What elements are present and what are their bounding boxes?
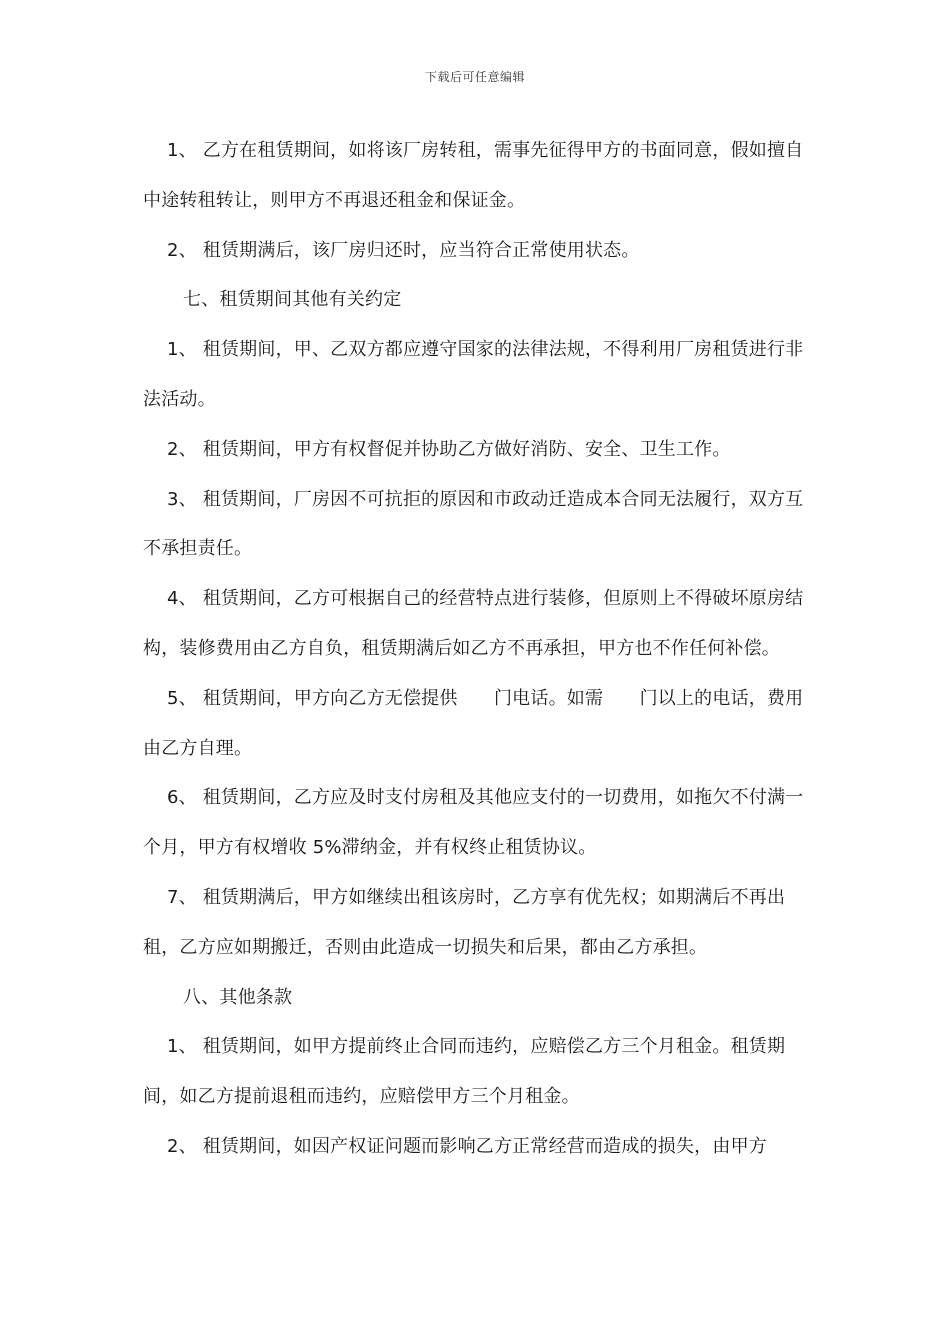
clause-telephone: 5、 租赁期间，甲方向乙方无偿提供 门电话。如需 门以上的电话，费用由乙方自理。: [143, 687, 804, 759]
clause-late-fee: 6、 租赁期间，乙方应及时支付房租及其他应支付的一切费用，如拖欠不付满一个月，甲方有权增收 5%滞纳金，并有权终止租赁协议。: [143, 787, 804, 859]
clause-early-termination: 1、 租赁期间，如甲方提前终止合同而违约，应赔偿乙方三个月租金。租赁期间，如乙方提前退租而违约，应赔偿甲方三个月租金。: [143, 1036, 786, 1108]
contract-body: [143, 126, 808, 1172]
section-heading-seven: 七、租赁期间其他有关约定: [183, 289, 402, 311]
clause-return-condition: 2、 租赁期满后，该厂房归还时，应当符合正常使用状态。: [167, 239, 640, 261]
section-heading-eight: 八、其他条款: [183, 986, 293, 1008]
clause-property-certificate: 2、 租赁期间，如因产权证问题而影响乙方正常经营而造成的损失，由甲方: [167, 1135, 767, 1157]
clause-renovation: 4、 租赁期间，乙方可根据自己的经营特点进行装修，但原则上不得破坏原房结构，装修费用由乙方自负，租赁期满后如乙方不再承担，甲方也不作任何补偿。: [143, 588, 804, 659]
page-header-note: 下载后可任意编辑: [424, 70, 525, 84]
clause-force-majeure: 3、 租赁期间，厂房因不可抗拒的原因和市政动迁造成本合同无法履行，双方互不承担责任。: [143, 488, 804, 560]
clause-obey-law: 1、 租赁期间，甲、乙双方都应遵守国家的法律法规，不得利用厂房租赁进行非法活动。: [143, 339, 804, 410]
clause-sublet: 1、 乙方在租赁期间，如将该厂房转租，需事先征得甲方的书面同意，假如擅自中途转租转让，则甲方不再退还租金和保证金。: [143, 140, 804, 211]
clause-safety-supervision: 2、 租赁期间，甲方有权督促并协助乙方做好消防、安全、卫生工作。: [167, 438, 731, 460]
clause-priority-renewal: 7、 租赁期满后，甲方如继续出租该房时，乙方享有优先权；如期满后不再出租，乙方应如期搬迁，否则由此造成一切损失和后果，都由乙方承担。: [143, 886, 786, 958]
